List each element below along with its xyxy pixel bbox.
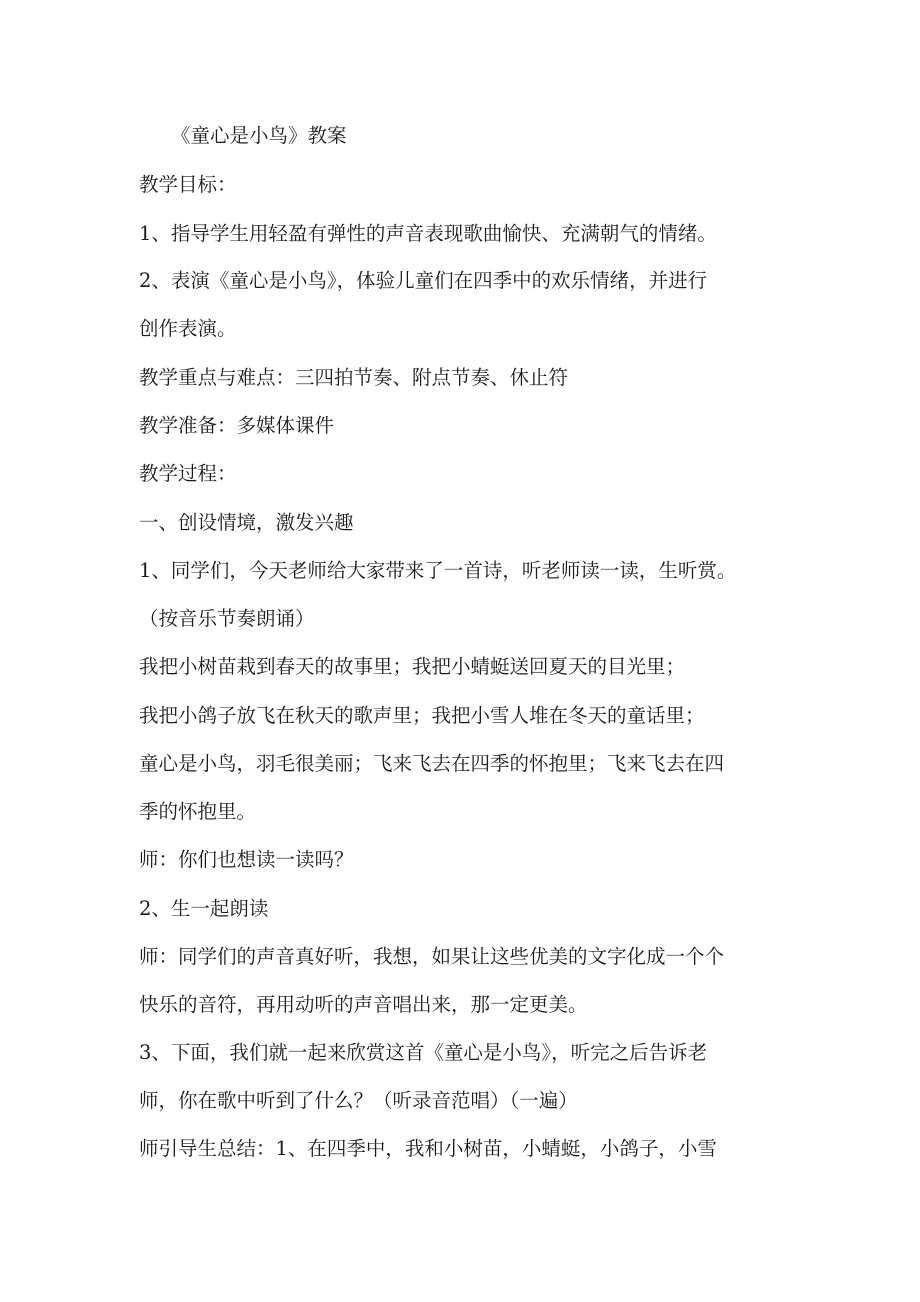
teacher-remark-line-cont: 快乐的音符，再用动听的声音唱出来，那一定更美。 [139, 993, 588, 1016]
step-2-line: 2、生一起朗读 [139, 897, 269, 920]
goal-line-2: 2、表演《童心是小鸟》，体验儿童们在四季中的欢乐情绪，并进行 [139, 269, 708, 292]
key-points-line: 教学重点与难点：三四拍节奏、附点节奏、休止符 [139, 366, 569, 389]
summary-line: 师引导生总结：1、在四季中，我和小树苗，小蜻蜓，小鸽子，小雪 [139, 1137, 717, 1160]
poem-line-3-cont: 季的怀抱里。 [139, 800, 257, 823]
heading-teaching-goals: 教学目标： [139, 173, 237, 196]
step-1-note: （按音乐节奏朗诵） [139, 607, 315, 630]
teacher-remark-line: 师：同学们的声音真好听，我想，如果让这些优美的文字化成一个个 [139, 945, 725, 968]
preparation-line: 教学准备：多媒体课件 [139, 414, 335, 437]
step-3-line: 3、下面，我们就一起来欣赏这首《童心是小鸟》，听完之后告诉老 [139, 1041, 708, 1064]
heading-teaching-process: 教学过程： [139, 462, 237, 485]
goal-line-2-cont: 创作表演。 [139, 317, 237, 340]
section-heading-1: 一、创设情境，激发兴趣 [139, 511, 354, 534]
poem-line-1: 我把小树苗栽到春天的故事里；我把小蜻蜓送回夏天的目光里； [139, 655, 686, 678]
step-1-line: 1、同学们，今天老师给大家带来了一首诗，听老师读一读，生听赏。 [139, 559, 737, 582]
poem-line-3: 童心是小鸟，羽毛很美丽；飞来飞去在四季的怀抱里；飞来飞去在四 [139, 752, 725, 775]
teacher-question-line: 师：你们也想读一读吗？ [139, 848, 354, 871]
step-3-line-cont: 师，你在歌中听到了什么？（听录音范唱）（一遍） [139, 1089, 578, 1112]
poem-line-2: 我把小鸽子放飞在秋天的歌声里；我把小雪人堆在冬天的童话里； [139, 704, 705, 727]
document-title: 《童心是小鸟》教案 [171, 124, 347, 147]
goal-line-1: 1、指导学生用轻盈有弹性的声音表现歌曲愉快、充满朝气的情绪。 [139, 222, 717, 245]
